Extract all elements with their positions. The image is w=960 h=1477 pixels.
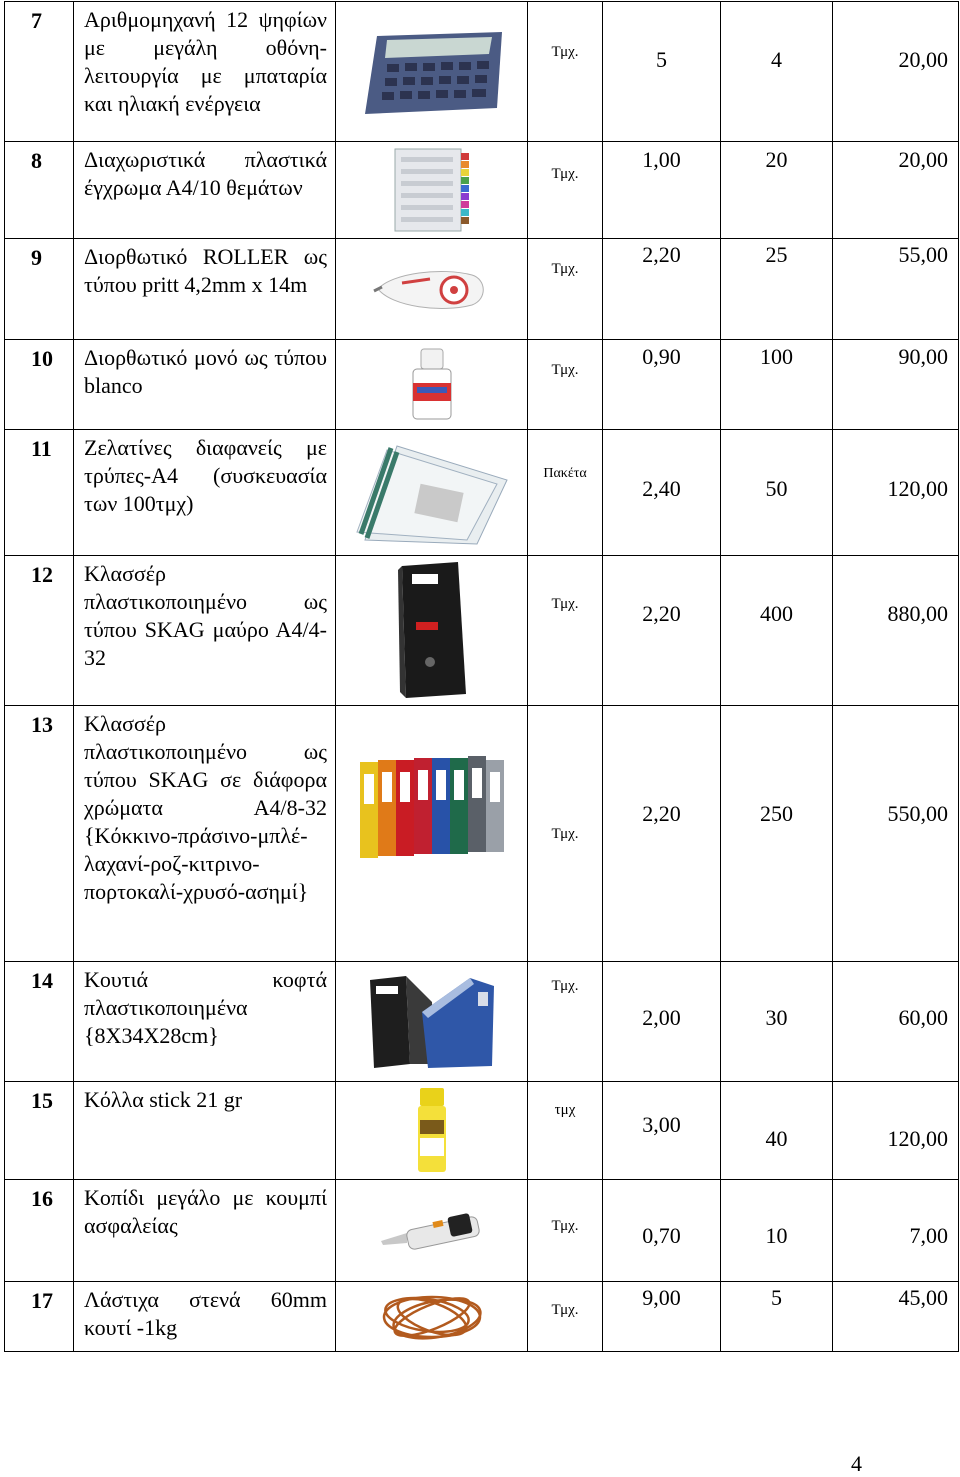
rubber-bands-icon [336,1282,527,1351]
item-description: Κλασσέρ πλαστικοποιημένο ως τύπου SKAG μαύρο Α4/4-32 [84,561,327,670]
glue-stick-icon [336,1082,527,1179]
black-binder-icon [336,556,527,705]
table-row [5,706,959,962]
item-quantity: 5 [771,1285,782,1310]
item-price: 2,40 [642,476,681,501]
table-row [5,2,959,142]
item-unit: Πακέτα [543,466,587,481]
calculator-icon [336,2,527,141]
item-quantity: 4 [771,47,782,72]
item-unit: τμχ [554,1102,576,1118]
item-price: 5 [656,47,667,72]
item-number: 15 [31,1088,53,1113]
item-total: 120,00 [887,476,948,501]
item-number: 13 [31,712,53,737]
item-total: 45,00 [898,1285,948,1310]
correction-fluid-icon [336,340,527,429]
item-price: 2,00 [642,1005,681,1030]
item-total: 90,00 [898,344,948,369]
item-total: 7,00 [909,1223,948,1248]
page-number: 4 [851,1451,862,1476]
sheet-protectors-icon [336,430,527,555]
item-description: Λάστιχα στενά 60mm κουτί -1kg [84,1287,327,1340]
item-price: 0,70 [642,1223,681,1248]
item-number: 11 [31,436,52,461]
item-total: 55,00 [898,242,948,267]
item-description: Διαχωριστικά πλαστικά έγχρωμα Α4/10 θεμάτων [84,147,327,200]
item-description: Κουτιά κοφτά πλαστικοποιημένα {8X34X28cm} [84,967,327,1048]
item-number: 9 [31,245,42,270]
item-number: 16 [31,1186,53,1211]
item-total: 550,00 [887,801,948,826]
item-description: Κοπίδι μεγάλο με κουμπί ασφαλείας [84,1185,327,1238]
table-row [5,142,959,239]
item-price: 9,00 [642,1285,681,1310]
items-table [4,1,959,1352]
table-row [5,1082,959,1180]
item-quantity: 20 [765,147,788,172]
table-row [5,340,959,430]
item-total: 20,00 [898,147,948,172]
item-price: 2,20 [642,601,681,626]
item-unit: Τμχ. [551,261,579,277]
item-number: 17 [31,1288,53,1313]
item-quantity: 50 [765,476,788,501]
item-description: Ζελατίνες διαφανείς με τρύπες-Α4 (συσκευασία των 100τμχ) [84,435,327,516]
item-unit: Τμχ. [551,1302,579,1318]
item-price: 2,20 [642,801,681,826]
item-unit: Τμχ. [551,826,579,842]
table-row [5,430,959,556]
item-number: 14 [31,968,53,993]
item-description: Κλασσέρ πλαστικοποιημένο ως τύπου SKAG σε διάφορα χρώματα Α4/8-32 {Κόκκινο-πράσινο-μπλέ-λαχανί-ροζ-κιτρινο-πορτοκαλί-χρυσό-ασημί} [84,711,327,904]
divider-tabs-icon [336,142,527,238]
item-unit: Τμχ. [551,596,579,612]
item-number: 8 [31,148,42,173]
item-quantity: 25 [765,242,788,267]
utility-knife-icon [336,1180,527,1281]
item-quantity: 100 [760,344,793,369]
item-number: 7 [31,8,42,33]
table-row [5,1282,959,1352]
item-description: Κόλλα stick 21 gr [84,1087,243,1112]
correction-roller-icon [336,239,527,339]
item-price: 0,90 [642,344,681,369]
item-unit: Τμχ. [551,362,579,378]
item-number: 12 [31,562,53,587]
item-price: 2,20 [642,242,681,267]
table-row [5,239,959,340]
item-total: 20,00 [898,47,948,72]
item-number: 10 [31,346,53,371]
item-quantity: 40 [765,1126,788,1151]
item-price: 1,00 [642,147,681,172]
item-total: 880,00 [887,601,948,626]
item-unit: Τμχ. [551,44,579,60]
table-row [5,1180,959,1282]
item-price: 3,00 [642,1112,681,1137]
item-quantity: 250 [760,801,793,826]
item-unit: Τμχ. [551,978,579,994]
item-quantity: 400 [760,601,793,626]
item-description: Διορθωτικό μονό ως τύπου blanco [84,345,327,398]
item-unit: Τμχ. [551,166,579,182]
colored-binders-icon [336,706,527,961]
item-total: 120,00 [887,1126,948,1151]
item-description: Διορθωτικό ROLLER ως τύπου pritt 4,2mm x 14m [84,244,327,297]
magazine-files-icon [336,962,527,1081]
item-unit: Τμχ. [551,1218,579,1234]
item-quantity: 30 [765,1005,788,1030]
item-description: Αριθμομηχανή 12 ψηφίων με μεγάλη οθόνη-λειτουργία με μπαταρία και ηλιακή ενέργεια [84,7,327,116]
item-quantity: 10 [765,1223,788,1248]
table-row [5,962,959,1082]
table-row [5,556,959,706]
item-total: 60,00 [898,1005,948,1030]
